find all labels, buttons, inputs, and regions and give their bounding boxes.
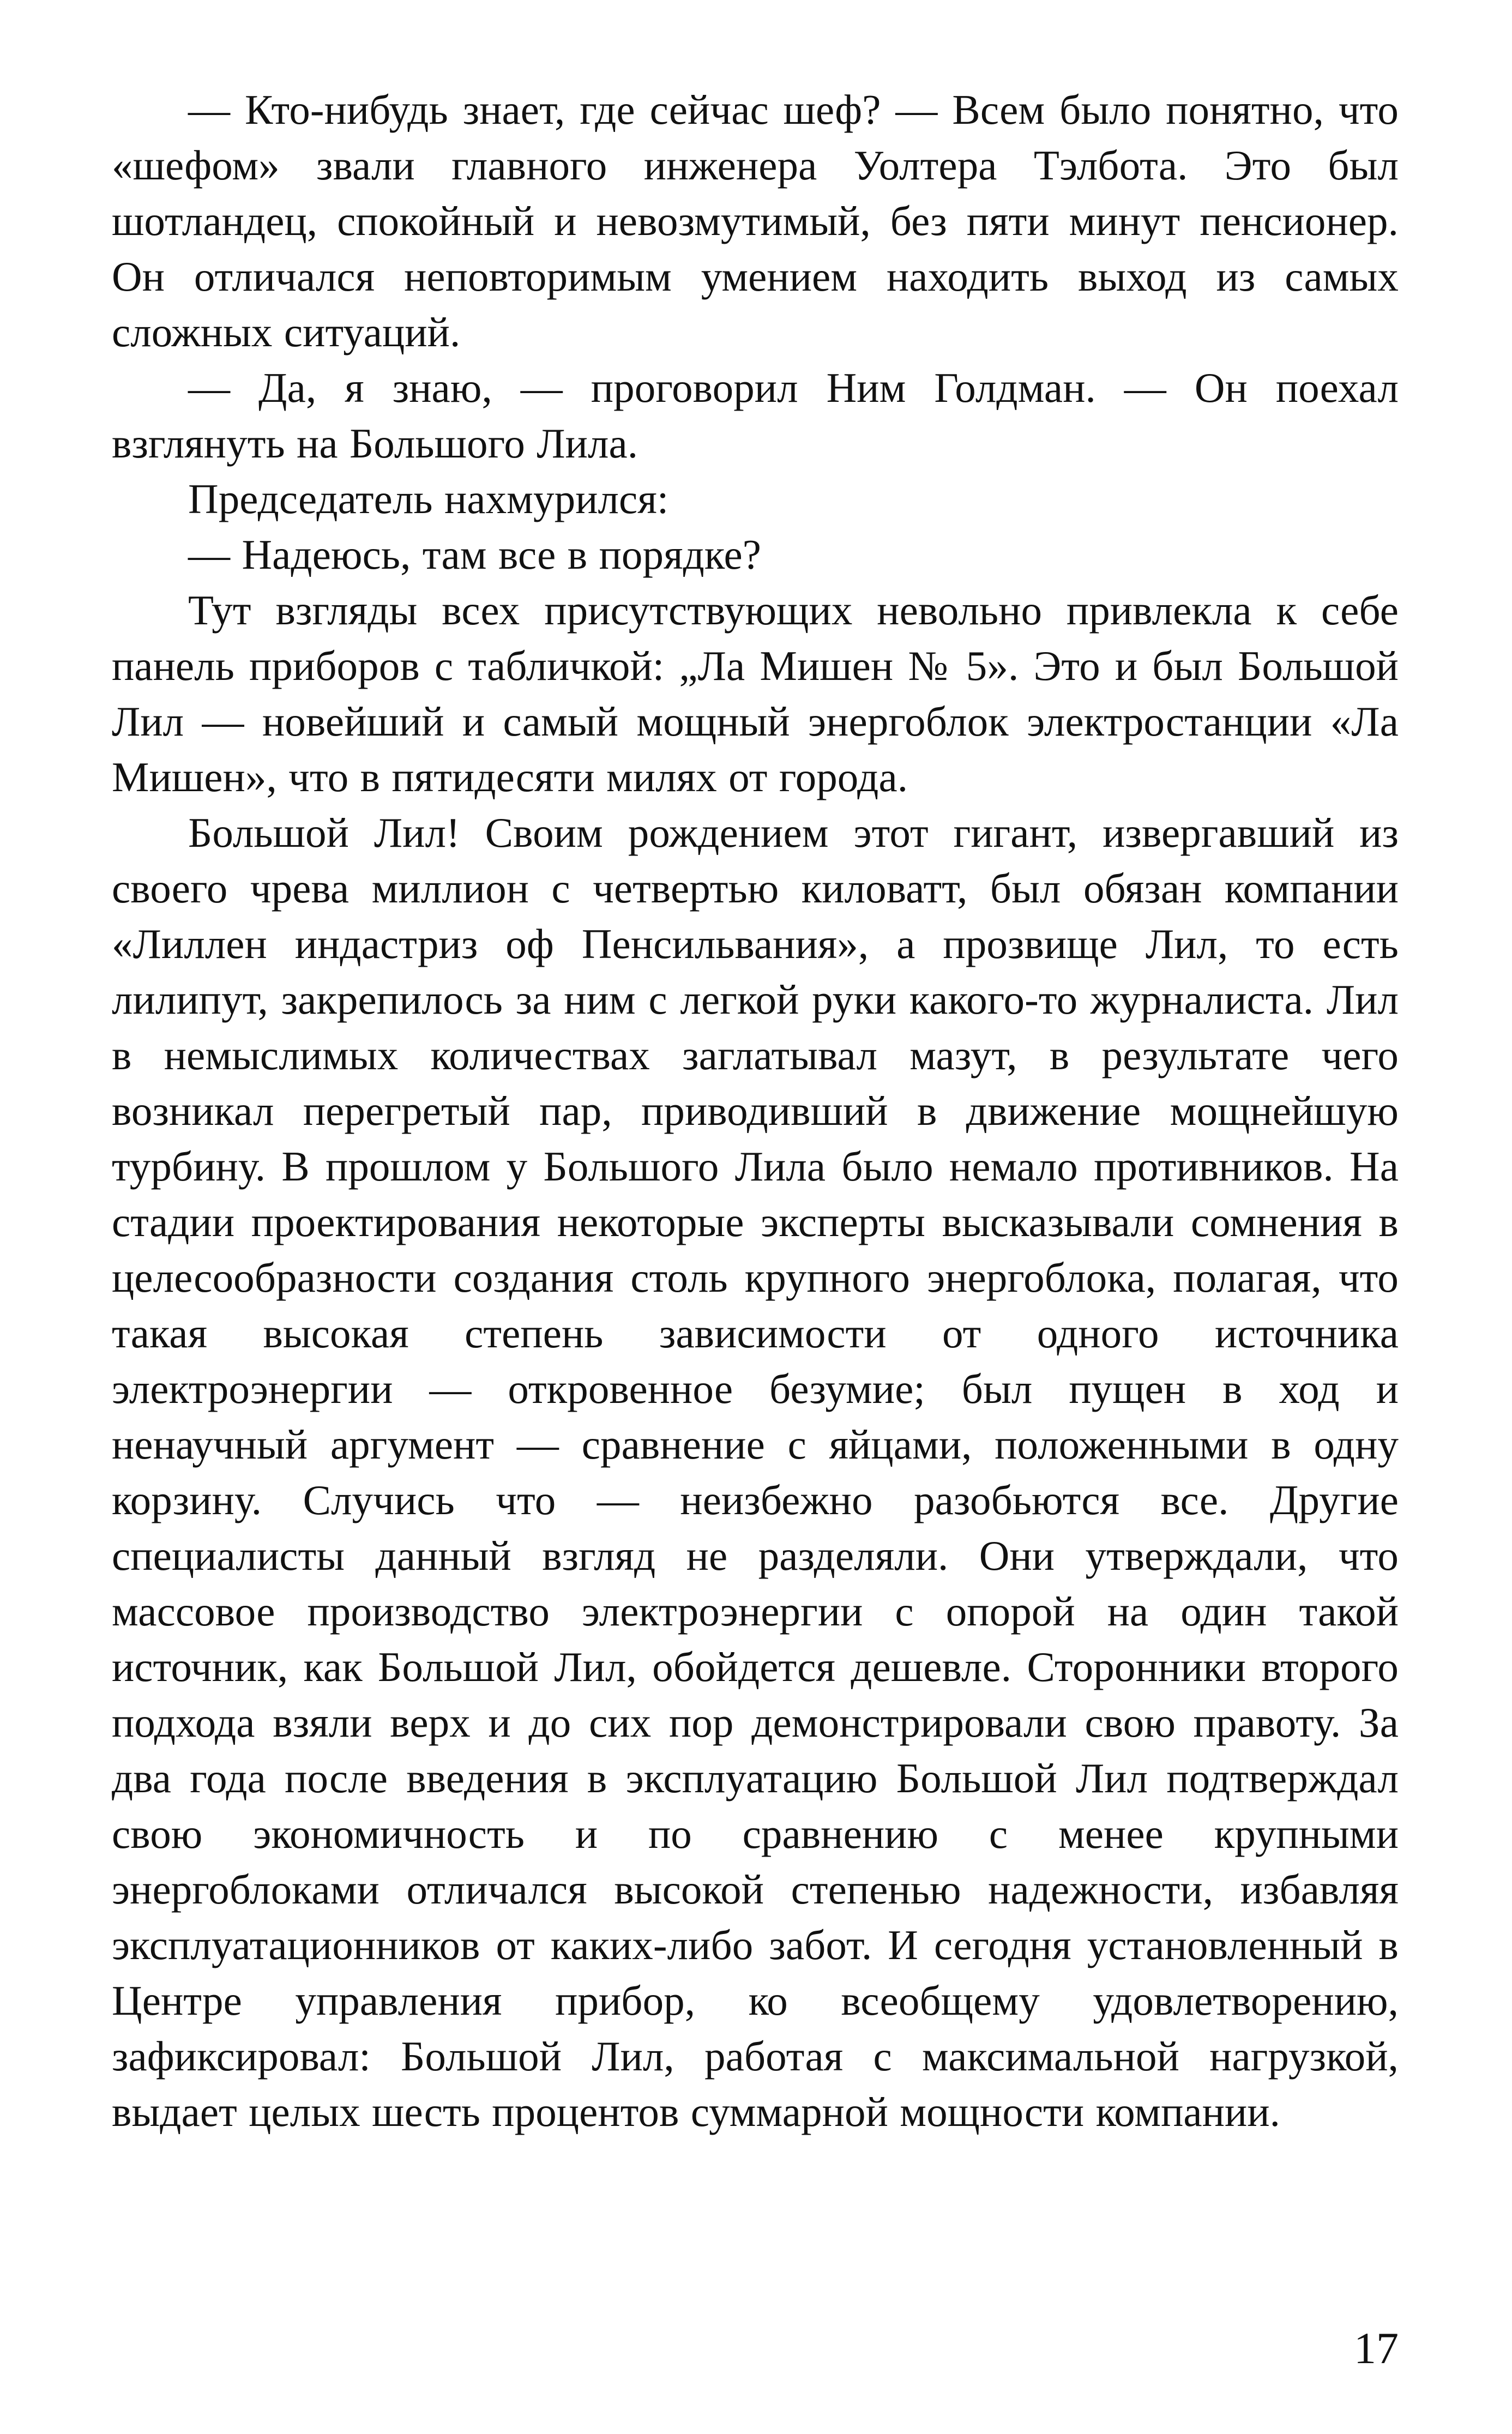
paragraph-goldman-reply: — Да, я знаю, — проговорил Ним Голдман. — Он поехал взглянуть на Большого Лила.	[112, 364, 1399, 467]
page-number: 17	[1354, 2323, 1399, 2373]
paragraph-chairman-frowned: Председатель нахмурился:	[188, 475, 669, 522]
paragraph-instrument-panel: Тут взгляды всех присутствующих невольно привлекла к себе панель приборов с табличкой: „Ла Мишен № 5». Это и был Большой Лил — новейший и самый мощный энергоблок электростанции «Ла Мишен», что в пятидесяти милях от города.	[112, 587, 1399, 800]
page-text	[112, 82, 1399, 2140]
paragraph-big-lil: Большой Лил! Своим рождением этот гигант, извергавший из своего чрева миллион с четвертью киловатт, был обязан компании «Лиллен индастриз оф Пенсильвания», а прозвище Лил, то есть лилипут, закрепилось за ним с легкой руки какого-то журналиста. Лил в немыслимых количествах заглатывал мазут, в результате чего возникал перегретый пар, приводивший в движение мощнейшую турбину. В прошлом у Большого Лила было немало противников. На стадии проектирования некоторые эксперты высказывали сомнения в целесообразности создания столь крупного энергоблока, полагая, что такая высокая степень зависимости от одного источника электроэнергии — откровенное безумие; был пущен в ход и ненаучный аргумент — сравнение с яйцами, положенными в одну корзину. Случись что — неизбежно разобьются все. Другие специалисты данный взгляд не разделяли. Они утверждали, что массовое производство электроэнергии с опорой на один такой источник, как Большой Лил, обойдется дешевле. Сторонники второго подхода взяли верх и до сих пор демонстрировали свою правоту. За два года после введения в эксплуатацию Большой Лил подтверждал свою экономичность и по сравнению с менее крупными энергоблоками отличался высокой степенью надежности, избавляя эксплуатационников от каких-либо забот. И сегодня установленный в Центре управления прибор, ко всеобщему удовлетворению, зафиксировал: Большой Лил, работая с максимальной нагрузкой, выдает целых шесть процентов суммарной мощности компании.	[112, 809, 1399, 2135]
paragraph-hope-all-right: — Надеюсь, там все в порядке?	[188, 531, 762, 578]
paragraph-chef-question: — Кто-нибудь знает, где сейчас шеф? — Всем было понятно, что «шефом» звали главного инженера Уолтера Тэлбота. Это был шотландец, спокойный и невозмутимый, без пяти минут пенсионер. Он отличался неповторимым умением находить выход из самых сложных ситуаций.	[112, 86, 1399, 356]
